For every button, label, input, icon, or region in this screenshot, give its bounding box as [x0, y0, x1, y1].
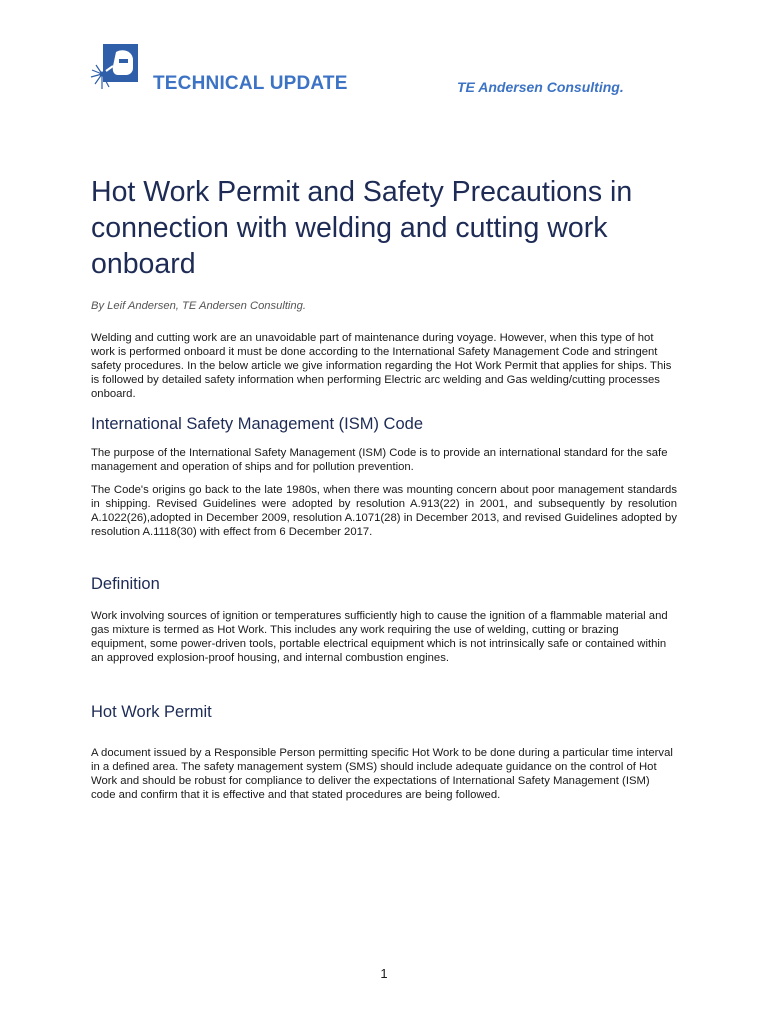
definition-paragraph: Work involving sources of ignition or temperatures sufficiently high to cause the ignition of a flammable material and gas mixture is termed as Hot Work. This includes any work requiring the use of welding, cutting or brazing equipment, some power-driven tools, portable electrical equipment which is not intrinsically safe or contained within an approved explosion-proof housing, and internal combustion engines.	[91, 610, 668, 665]
intro-paragraph: Welding and cutting work are an unavoidable part of maintenance during voyage. However, when this type of hot work is performed onboard it must be done according to the International Safety Management Code and stringent safety procedures. In the below article we give information regarding the Hot Work Permit that applies for ships. This is followed by detailed safety information when performing Electric arc welding and Gas welding/cutting processes onboard.	[91, 332, 672, 401]
ism-paragraph-1: The purpose of the International Safety Management (ISM) Code is to provide an international standard for the safe management and operation of ships and for pollution prevention.	[91, 447, 668, 474]
ism-paragraph-2: The Code's origins go back to the late 1980s, when there was mounting concern about poor management standards in shipping. Revised Guidelines were adopted by resolution A.913(22) in 2001, and subsequently by resolution A.1022(26),adopted in December 2009, resolution A.1071(28) in December 2013, and revised Guidelines adopted by resolution A.1118(30) with effect from 6 December 2017.	[91, 484, 677, 539]
section-heading-hot-work-permit: Hot Work Permit	[91, 703, 212, 721]
section-heading-ism: International Safety Management (ISM) Code	[91, 415, 424, 433]
section-heading-definition: Definition	[91, 575, 160, 593]
page-number: 1	[380, 966, 388, 981]
header-company: TE Andersen Consulting.	[457, 79, 624, 95]
hot-work-permit-paragraph: A document issued by a Responsible Person permitting specific Hot Work to be done during a particular time interval in a defined area. The safety management system (SMS) should include adequate guidance on the control of Hot Work and should be robust for compliance to deliver the expectations of International Safety Management (ISM) code and confirm that it is effective and that stated procedures are being followed.	[91, 747, 673, 802]
document-title: Hot Work Permit and Safety Precautions in connection with welding and cutting work onboard	[91, 176, 633, 280]
header-title: TECHNICAL UPDATE	[153, 73, 348, 94]
welder-logo-icon	[90, 44, 140, 90]
page-header	[90, 44, 690, 104]
byline: By Leif Andersen, TE Andersen Consulting.	[91, 300, 306, 312]
